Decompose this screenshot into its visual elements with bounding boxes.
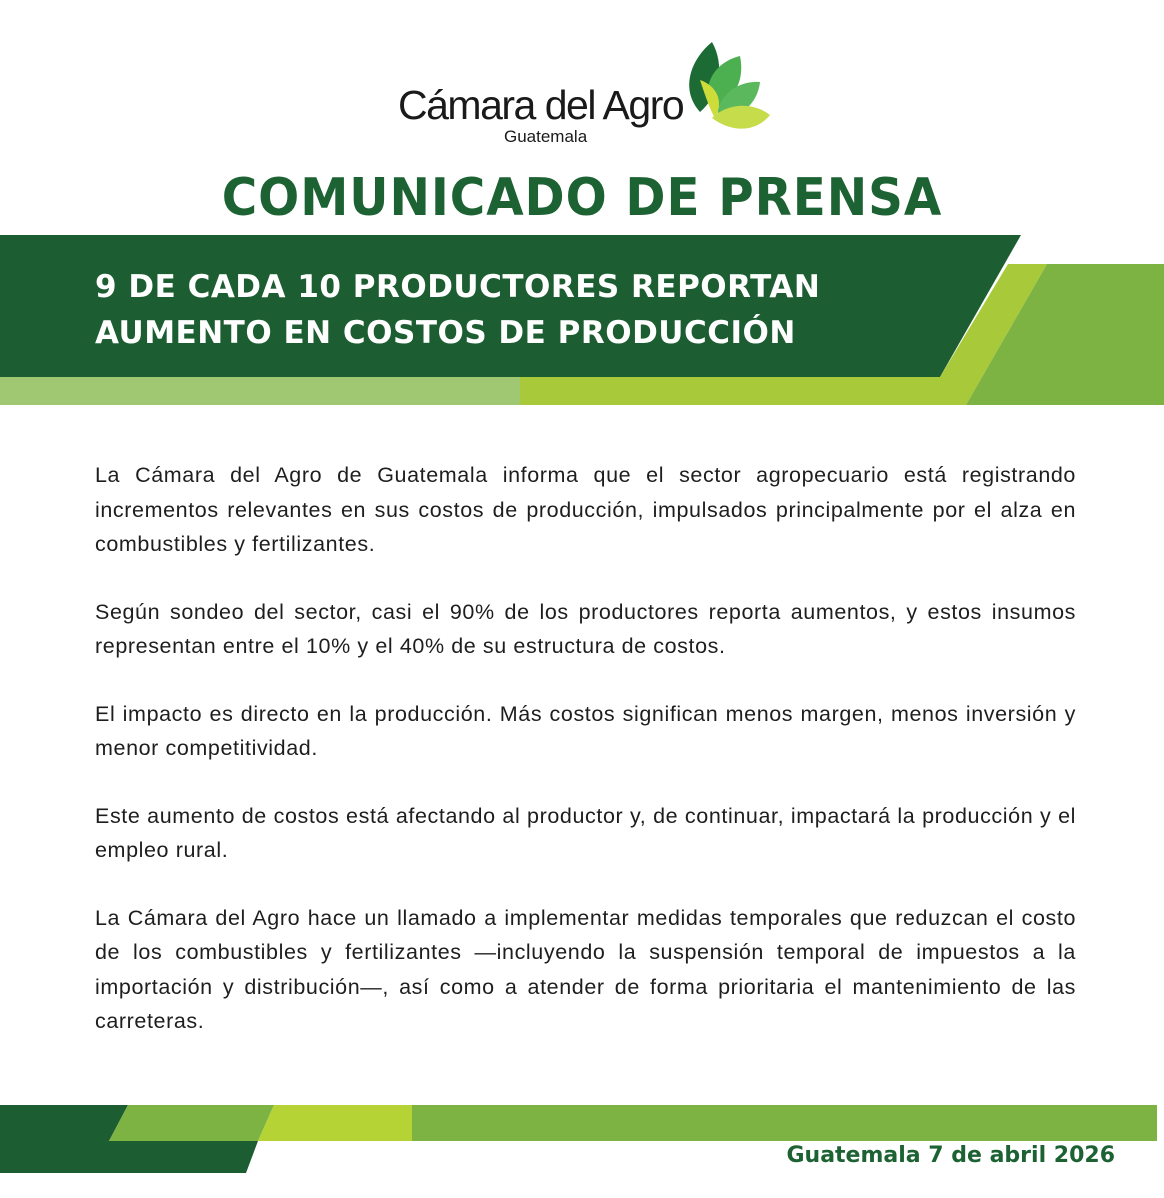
headline <box>95 264 820 356</box>
logo-subtitle: Guatemala <box>504 127 588 146</box>
headline-line: 9 DE CADA 10 PRODUCTORES REPORTAN <box>95 269 821 305</box>
paragraph: Este aumento de costos está afectando al productor y, de continuar, impactará la producción y el empleo rural. <box>95 803 1076 862</box>
paragraph: Según sondeo del sector, casi el 90% de los productores reporta aumentos, y estos insumos representan entre el 10% y el 40% de su estructura de costos. <box>95 599 1076 658</box>
paragraph: El impacto es directo en la producción. Más costos significan menos margen, menos inversión y menor competitividad. <box>95 701 1076 760</box>
paragraph: La Cámara del Agro de Guatemala informa que el sector agropecuario está registrando incrementos relevantes en sus costos de producción, impulsados principalmente por el alza en combustibles y fertilizantes. <box>95 463 1076 556</box>
body-text <box>95 458 1076 1072</box>
logo-name: Cámara del Agro <box>398 82 684 128</box>
leaf-logo-icon <box>689 42 770 129</box>
page-title: COMUNICADO DE PRENSA <box>221 168 943 228</box>
date-line: Guatemala 7 de abril 2026 <box>786 1143 1115 1168</box>
paragraph: La Cámara del Agro hace un llamado a implementar medidas temporales que reduzcan el costo de los combustibles y fertilizantes —incluyendo la suspensión temporal de impuestos a la importación y distribución—, así como a atender de forma prioritaria el mantenimiento de las carreteras. <box>95 905 1076 1033</box>
headline-line: AUMENTO EN COSTOS DE PRODUCCIÓN <box>95 315 796 351</box>
